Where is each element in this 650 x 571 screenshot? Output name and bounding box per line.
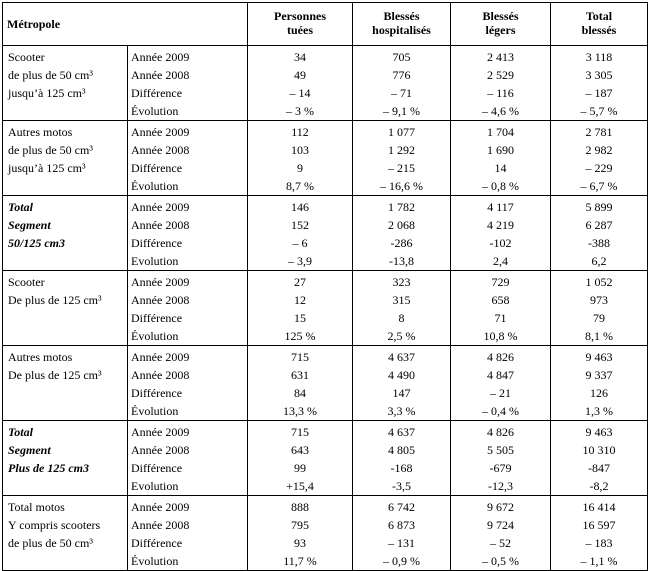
value-cell: – 3 % [286,104,314,118]
group-label-line: Scooter [8,275,45,289]
value-cell: – 6 [292,236,308,250]
value-cell: -13,8 [389,254,414,268]
row-label: Année 2009 [131,425,190,439]
row-label: Différence [131,236,183,250]
value-cell: 6 873 [388,518,415,532]
value-cell: 79 [593,311,605,325]
group-label-line: Total motos [8,500,65,514]
value-cell: 643 [291,443,309,457]
value-cell: – 0,4 % [482,404,519,418]
value-cell: – 14 [289,86,311,100]
header-col-killed-line2: tuées [287,23,313,37]
row-labels [128,271,248,346]
row-labels [128,46,248,121]
value-cell: 9 672 [487,500,514,514]
value-col-total-injured [551,496,648,571]
value-cell: 4 490 [388,368,415,382]
group-label [3,196,128,271]
row-labels [128,421,248,496]
value-cell: – 4,6 % [482,104,519,118]
group-label-line: 50/125 cm3 [8,236,65,250]
value-cell: 795 [291,518,309,532]
value-cell: 14 [494,161,507,175]
group-label-line: Autres motos [8,350,73,364]
value-cell: -286 [390,236,413,250]
value-cell: 12 [294,293,306,307]
table-row [3,46,648,121]
value-cell: 315 [392,293,411,307]
group-label [3,346,128,421]
group-label-line: Segment [8,218,51,232]
value-cell: 2,4 [493,254,508,268]
value-cell: 2,5 % [387,329,416,343]
value-col-hospitalized [353,271,451,346]
value-col-light-injured [451,421,551,496]
row-labels [128,196,248,271]
value-col-killed [248,46,353,121]
value-col-light-injured [451,46,551,121]
value-cell: 5 899 [585,200,613,214]
group-label-line: Total [8,425,33,439]
value-cell: 729 [491,275,510,289]
value-cell: 13,3 % [283,404,317,418]
group-label [3,421,128,496]
value-cell: 4 637 [388,350,415,364]
value-col-light-injured [451,346,551,421]
value-col-light-injured [451,271,551,346]
value-cell: 973 [590,293,608,307]
table-row [3,421,648,496]
header-col-hospitalized [353,3,451,46]
value-cell: 9 724 [487,518,514,532]
row-labels [128,346,248,421]
value-col-hospitalized [353,121,451,196]
value-cell: – 131 [388,536,415,550]
header-col-light-injured-line2: légers [485,23,516,37]
value-cell: 4 117 [487,200,514,214]
row-label: Année 2009 [131,200,190,214]
value-cell: 9 [297,161,303,175]
table-row [3,121,648,196]
value-cell: 9 463 [585,425,613,439]
row-label: Année 2008 [131,293,190,307]
group-label-line: De plus de 125 cm³ [8,368,102,382]
value-col-light-injured [451,496,551,571]
value-col-hospitalized [353,496,451,571]
value-col-total-injured [551,46,648,121]
value-cell: 112 [291,125,309,139]
row-label: Différence [131,386,183,400]
value-cell: 2 982 [585,143,613,157]
row-label: Année 2008 [131,218,190,232]
value-cell: 27 [294,275,306,289]
value-cell: 4 826 [487,350,514,364]
value-cell: 8 [398,311,405,325]
value-cell: 631 [291,368,309,382]
value-col-killed [248,496,353,571]
value-cell: 1,3 % [585,404,613,418]
value-cell: – 71 [391,86,412,100]
header-corner: Métropole [3,3,248,46]
value-col-total-injured [551,271,648,346]
row-label: Année 2009 [131,275,190,289]
value-cell: – 9,1 % [383,104,420,118]
value-cell: – 21 [490,386,511,400]
value-col-hospitalized [353,421,451,496]
table-body [3,46,648,571]
value-cell: 323 [392,275,411,289]
row-label: Différence [131,311,183,325]
value-cell: 4 805 [388,443,415,457]
group-label-line: Autres motos [8,125,73,139]
group-label-line: Segment [8,443,51,457]
row-label: Evolution [131,479,179,493]
value-cell: 1 690 [487,143,514,157]
group-label [3,121,128,196]
header-col-hospitalized-line1: Blessés [383,9,420,23]
table-row [3,346,648,421]
row-labels [128,496,248,571]
row-label: Évolution [131,404,179,418]
row-label: Année 2008 [131,443,190,457]
value-cell: – 0,9 % [383,554,420,568]
value-cell: 49 [294,68,306,82]
row-label: Évolution [131,104,179,118]
value-cell: 126 [590,386,608,400]
group-label-line: jusqu’à 125 cm³ [8,86,86,100]
header-col-hospitalized-line2: hospitalisés [372,23,431,37]
row-label: Différence [131,161,183,175]
value-cell: 705 [392,50,411,64]
group-label-line: Scooter [8,50,45,64]
row-label: Année 2008 [131,368,190,382]
row-label: Année 2008 [131,68,190,82]
value-cell: 125 % [284,329,316,343]
value-cell: 6,2 [591,254,607,268]
row-label: Évolution [131,179,179,193]
value-cell: 776 [392,68,411,82]
value-cell: – 215 [388,161,415,175]
value-col-total-injured [551,346,648,421]
value-cell: – 116 [487,86,514,100]
group-label-line: de plus de 50 cm³ [8,143,93,157]
value-col-total-injured [551,421,648,496]
value-cell: 11,7 % [283,554,317,568]
group-label-line: Plus de 125 cm3 [8,461,89,475]
header-col-light-injured-line1: Blessés [482,9,519,23]
value-cell: 9 337 [585,368,613,382]
value-cell: 8,7 % [286,179,314,193]
value-cell: – 183 [585,536,613,550]
value-col-hospitalized [353,346,451,421]
value-cell: 888 [291,500,309,514]
value-cell: 147 [392,386,411,400]
value-cell: 2 068 [388,218,415,232]
value-cell: 6 742 [388,500,415,514]
value-cell: 10 310 [582,443,616,457]
value-col-total-injured [551,196,648,271]
row-label: Différence [131,86,183,100]
value-cell: 3,3 % [387,404,416,418]
group-label-line: Y compris scooters [8,518,101,532]
value-cell: – 187 [585,86,613,100]
value-cell: 71 [494,311,507,325]
value-cell: 99 [294,461,306,475]
group-label-line: jusqu’à 125 cm³ [8,161,86,175]
value-cell: 103 [291,143,309,157]
value-cell: – 1,1 % [580,554,618,568]
value-cell: 152 [291,218,309,232]
header-col-killed [248,3,353,46]
value-cell: 6 287 [585,218,613,232]
value-cell: -12,3 [488,479,513,493]
value-col-killed [248,196,353,271]
value-cell: 3 305 [585,68,613,82]
value-col-killed [248,421,353,496]
value-col-hospitalized [353,46,451,121]
value-col-killed [248,271,353,346]
header-row [3,3,648,46]
value-cell: 146 [291,200,309,214]
group-label [3,271,128,346]
row-label: Année 2009 [131,500,190,514]
value-cell: 4 637 [388,425,415,439]
value-cell: 3 118 [585,50,613,64]
value-cell: 4 219 [487,218,514,232]
value-col-light-injured [451,121,551,196]
table-row [3,271,648,346]
value-cell: 1 782 [388,200,415,214]
header-col-total-injured [551,3,648,46]
value-cell: 2 413 [487,50,514,64]
group-label [3,496,128,571]
value-cell: 5 505 [487,443,514,457]
row-label: Différence [131,536,183,550]
value-cell: 93 [294,536,306,550]
value-cell: 1 077 [388,125,415,139]
value-cell: 34 [294,50,306,64]
value-cell: – 16,6 % [380,179,423,193]
value-col-killed [248,346,353,421]
row-label: Évolution [131,554,179,568]
value-col-total-injured [551,121,648,196]
value-cell: 1 704 [487,125,514,139]
value-cell: -847 [588,461,610,475]
value-col-killed [248,121,353,196]
row-label: Année 2009 [131,125,190,139]
value-cell: 1 052 [585,275,613,289]
row-labels [128,121,248,196]
value-cell: -8,2 [589,479,609,493]
statistics-table [2,2,648,571]
group-label-line: Total [8,200,33,214]
value-cell: 4 847 [487,368,514,382]
value-cell: 9 463 [585,350,613,364]
value-cell: – 5,7 % [580,104,618,118]
value-cell: 84 [294,386,306,400]
row-label: Année 2008 [131,143,190,157]
value-cell: 15 [294,311,306,325]
row-label: Année 2009 [131,50,190,64]
value-cell: – 52 [490,536,511,550]
row-label: Evolution [131,254,179,268]
group-label-line: De plus de 125 cm³ [8,293,102,307]
row-label: Année 2008 [131,518,190,532]
header-col-killed-line1: Personnes [274,9,326,23]
table-row [3,496,648,571]
value-cell: 16 597 [582,518,616,532]
value-cell: 2 529 [487,68,514,82]
value-cell: +15,4 [286,479,314,493]
value-cell: 10,8 % [483,329,518,343]
value-cell: 16 414 [582,500,616,514]
value-col-light-injured [451,196,551,271]
row-label: Année 2009 [131,350,190,364]
value-cell: – 0,8 % [482,179,519,193]
group-label [3,46,128,121]
value-cell: -388 [588,236,610,250]
table-row [3,196,648,271]
value-cell: – 229 [585,161,613,175]
value-cell: 1 292 [388,143,415,157]
row-label: Évolution [131,329,179,343]
header-col-total-injured-line1: Total [585,9,613,23]
value-cell: – 0,5 % [482,554,519,568]
value-cell: -168 [390,461,413,475]
value-cell: – 6,7 % [580,179,618,193]
value-cell: -3,5 [392,479,411,493]
group-label-line: de plus de 50 cm³ [8,536,93,550]
group-label-line: de plus de 50 cm³ [8,68,93,82]
row-label: Différence [131,461,183,475]
value-cell: 715 [291,425,309,439]
value-cell: 8,1 % [585,329,613,343]
value-cell: -102 [489,236,512,250]
value-cell: 2 781 [585,125,613,139]
value-cell: -679 [489,461,512,475]
header-col-total-injured-line2: blessés [581,23,617,37]
value-cell: 715 [291,350,309,364]
value-col-hospitalized [353,196,451,271]
value-cell: 658 [491,293,510,307]
value-cell: 4 826 [487,425,514,439]
header-col-light-injured [451,3,551,46]
value-cell: – 3,9 [288,254,312,268]
